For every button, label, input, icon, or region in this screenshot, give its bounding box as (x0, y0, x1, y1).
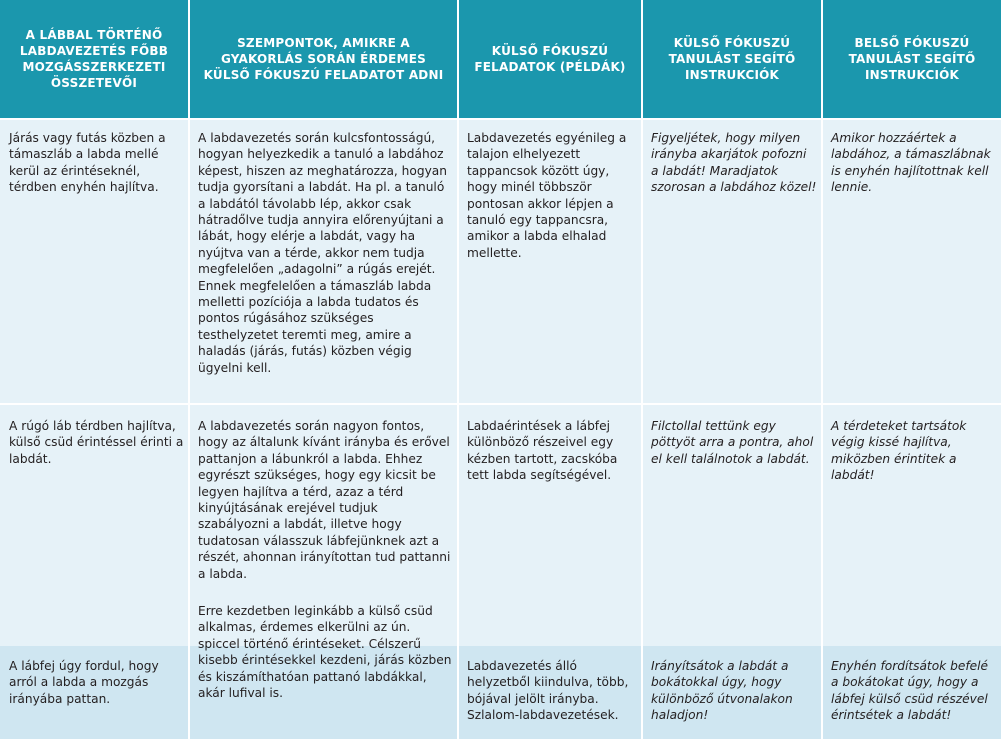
header-internal-instructions: BELSŐ FÓKUSZÚ TANULÁST SEGÍTŐ INSTRUKCIÓK (823, 0, 1001, 118)
row-3-component: A lábfej úgy fordul, hogy arról a labda a mozgás irányába pattan. (9, 659, 159, 706)
row-2-task: Labdaérintések a lábfej különböző részeivel egy kézben tartott, zacskóba tett labda segítségével. (467, 419, 618, 483)
row-1-internal-instruction: Amikor hozzáértek a labdához, a támaszlábnak is enyhén hajlítottnak kell lennie. (831, 131, 991, 195)
header-tasks: KÜLSŐ FÓKUSZÚ FELADATOK (PÉLDÁK) (459, 0, 641, 118)
considerations-paragraph-2: A labdavezetés során nagyon fontos, hogy az általunk kívánt irányba és erővel pattanjon a lábunkról a labda. Ehhez egyrészt szükséges, hogy egy kicsit be legyen hajlítva a térd, azaz a térd kinyújtásának erejével tudjuk szabályozni a labdát, illetve hogy tudatosan válasszuk lábfejünknek azt a részét, ahonnan irányítottan tud pattanni a labda. (198, 419, 451, 581)
considerations-paragraph-3: Erre kezdetben leginkább a külső csüd alkalmas, érdemes elkerülni az ún. spiccel történő érintéseket. Célszerű kisebb érintésekkel kezdeni, járás közben és kiszámíthatóan pattanó labdákkal, akár lufival is. (198, 604, 452, 701)
row-3-task: Labdavezetés álló helyzetből kiindulva, több, bójával jelölt irányba. Szlalom-labdavezetések. (467, 659, 629, 723)
header-external-instructions: KÜLSŐ FÓKUSZÚ TANULÁST SEGÍTŐ INSTRUKCIÓK (643, 0, 821, 118)
row-1-task: Labdavezetés egyénileg a talajon elhelyezett tappancsok között úgy, hogy minél többször pontosan akkor lépjen a tanuló egy tappancsra, amikor a labda elhalad mellette. (467, 131, 627, 260)
considerations-paragraph-1: A labdavezetés során kulcsfontosságú, hogyan helyezkedik a tanuló a labdához képest, hiszen az meghatározza, hogyan tudja gyorsítani a labdát. Ha pl. a tanuló a labdától távolabb lép, akkor csak hátradőlve tudja annyira előrenyújtani a lábát, hogy elérje a labdát, vagy ha nyújtva van a térde, akkor nem tudja megfelelően „adagolni” a rúgás erejét. Ennek megfelelően a támaszláb labda melletti pozíciója a labda tudatos és pontos rúgásához szükséges testhelyzetet teremti meg, amire a haladás (járás, futás) közben végig ügyelni kell. (198, 131, 448, 375)
row-3-external-instruction: Irányítsátok a labdát a bokátokkal úgy, hogy különböző útvonalakon haladjon! (651, 659, 793, 723)
row-1-component: Járás vagy futás közben a támaszláb a labda mellé kerül az érintéseknél, térdben enyhén hajlítva. (9, 131, 166, 195)
row-2-internal-instruction: A térdeteket tartsátok végig kissé hajlítva, miközben érintitek a labdát! (831, 419, 967, 483)
header-considerations: SZEMPONTOK, AMIKRE A GYAKORLÁS SORÁN ÉRDEMES KÜLSŐ FÓKUSZÚ FELADATOT ADNI (190, 0, 457, 118)
header-components: A LÁBBAL TÖRTÉNŐ LABDAVEZETÉS FŐBB MOZGÁSSZERKEZETI ÖSSZETEVŐI (0, 0, 188, 118)
row-2-external-instruction: Filctollal tettünk egy pöttyöt arra a pontra, ahol el kell találnotok a labdát. (651, 419, 814, 466)
row-1-external-instruction: Figyeljétek, hogy milyen irányba akarjátok pofozni a labdát! Maradjatok szorosan a labdához közel! (651, 131, 817, 195)
row-2-component: A rúgó láb térdben hajlítva, külső csüd érintéssel érinti a labdát. (9, 419, 184, 466)
row-3-internal-instruction: Enyhén fordítsátok befelé a bokátokat úgy, hogy a lábfej külső csüd részével érintsétek a labdát! (831, 659, 989, 723)
